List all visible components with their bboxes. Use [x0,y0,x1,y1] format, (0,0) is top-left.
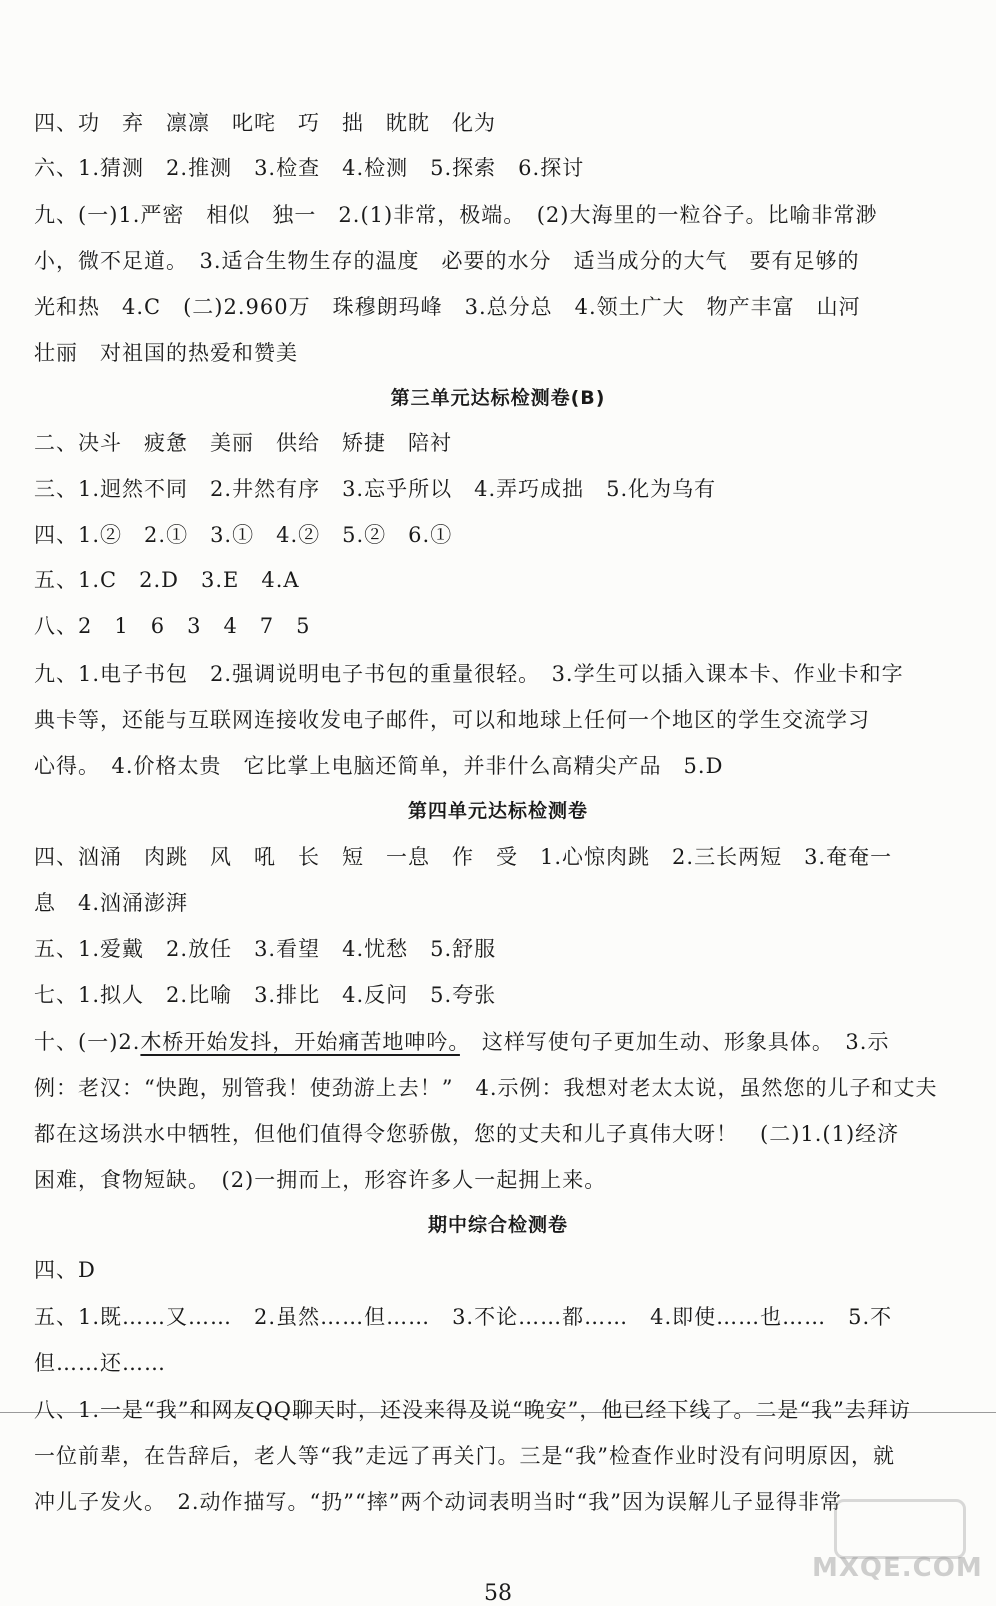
watermark-mark [834,1499,966,1559]
answer-line: 五、1.C 2.D 3.E 4.A [34,568,300,592]
answer-line: 九、1.电子书包 2.强调说明电子书包的重量很轻。 3.学生可以插入课本卡、作业卡和字 [34,662,904,686]
answer-line: 四、功 弃 凛凛 叱咤 巧 拙 眈眈 化为 [34,111,496,135]
answer-line: 困难，食物短缺。 (2)一拥而上，形容许多人一起拥上来。 [34,1168,607,1192]
answer-line: 壮丽 对祖国的热爱和赞美 [34,341,298,365]
watermark-logo [812,1497,982,1589]
answer-line: 光和热 4.C (二)2.960万 珠穆朗玛峰 3.总分总 4.领土广大 物产丰富 山河 [34,295,861,319]
answer-line: 九、(一)1.严密 相似 独一 2.(1)非常，极端。 (2)大海里的一粒谷子。比喻非常渺 [34,203,878,227]
answer-line: 小，微不足道。 3.适合生物生存的温度 必要的水分 适当成分的大气 要有足够的 [34,249,860,273]
answer-line: 心得。 4.价格太贵 它比掌上电脑还简单，并非什么高精尖产品 5.D [34,754,724,778]
answer-line: 三、1.迥然不同 2.井然有序 3.忘乎所以 4.弄巧成拙 5.化为乌有 [34,477,717,501]
answer-line: 但……还…… [34,1351,166,1375]
underlined-quote: 木桥开始发抖，开始痛苦地呻吟。 [140,1030,460,1054]
answer-line: 五、1.爱戴 2.放任 3.看望 4.忧愁 5.舒服 [34,937,497,961]
answer-line: 八、1.一是“我”和网友QQ聊天时，还没来得及说“晚安”，他已经下线了。二是“我”去拜访 [34,1398,911,1422]
section-heading: 期中综合检测卷 [427,1214,568,1236]
section-heading: 第三单元达标检测卷(B) [390,387,606,409]
answer-line: 六、1.猜测 2.推测 3.检查 4.检测 5.探索 6.探讨 [34,156,585,180]
answer-line: 都在这场洪水中牺牲，但他们值得令您骄傲，您的丈夫和儿子真伟大呀！ (二)1.(1)经济 [34,1122,900,1146]
answer-line: 七、1.拟人 2.比喻 3.排比 4.反问 5.夸张 [34,983,497,1007]
answer-line: 四、1.② 2.① 3.① 4.② 5.② 6.① [34,523,453,547]
answer-line: 一位前辈，在告辞后，老人等“我”走远了再关门。三是“我”检查作业时没有问明原因，就 [34,1444,895,1468]
answer-line: 四、D [34,1258,96,1282]
answer-fragment: 这样写使句子更加生动、形象具体。 3.示 [459,1030,890,1054]
answer-line: 五、1.既……又…… 2.虽然……但…… 3.不论……都…… 4.即使……也…… 5.不 [34,1305,893,1329]
page-number: 58 [484,1581,512,1606]
answer-line: 八、2 1 6 3 4 7 5 [34,614,311,638]
answer-fragment: 十、(一)2. [34,1030,141,1054]
answer-line: 冲儿子发火。 2.动作描写。“扔”“摔”两个动词表明当时“我”因为误解儿子显得非常 [34,1490,842,1514]
answer-line: 息 4.汹涌澎湃 [34,891,189,915]
answer-line [34,1027,978,1057]
watermark-text: MXQE.COM [812,1553,983,1583]
answer-line: 四、汹涌 肉跳 风 吼 长 短 一息 作 受 1.心惊肉跳 2.三长两短 3.奄奄一 [34,845,893,869]
section-heading: 第四单元达标检测卷 [407,800,588,822]
answer-line: 二、决斗 疲惫 美丽 供给 矫捷 陪衬 [34,431,452,455]
answer-line: 典卡等，还能与互联网连接收发电子邮件，可以和地球上任何一个地区的学生交流学习 [34,708,870,732]
answer-line: 例：老汉：“快跑，别管我！使劲游上去！” 4.示例：我想对老太太说，虽然您的儿子和丈夫 [34,1076,938,1100]
